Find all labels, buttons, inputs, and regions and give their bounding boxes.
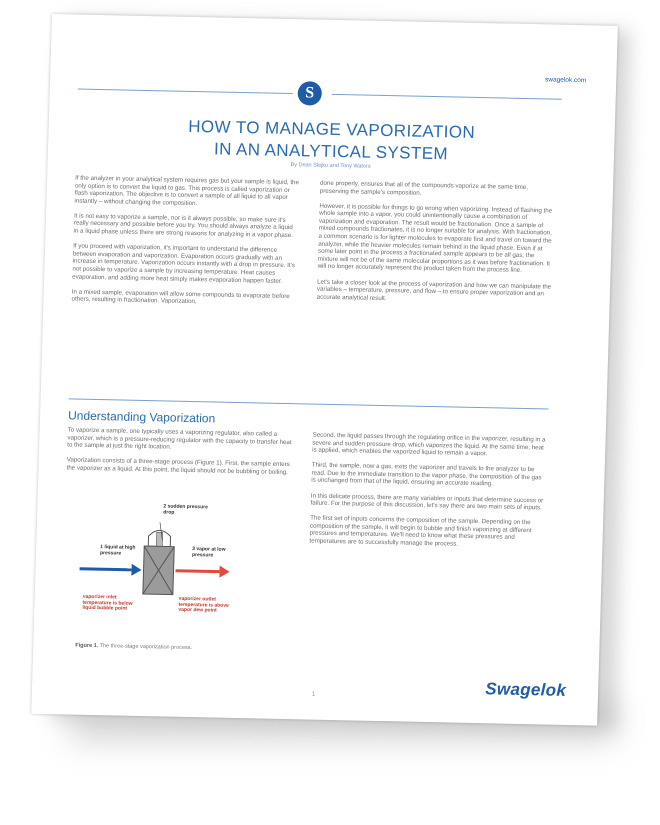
paragraph: The first set of inputs concerns the composition of the sample. Depending on the composition of the sample, it will begin to bubble and finish vaporizing at different pressures and temperatures. We'll need to know what these pressures and temperatures are to successfully manage the process. bbox=[309, 514, 532, 548]
paragraph: It is not easy to vaporize a sample, nor is it always possible, so make sure it's really necessary and possible before you try. You should always analyze a liquid in a liquid phase unless there are strong reasons for analyzing in a vapor phase. bbox=[73, 212, 294, 240]
byline: By Dean Slejko and Tony Waters bbox=[290, 162, 371, 170]
section-heading: Understanding Vaporization bbox=[67, 408, 216, 426]
paragraph: In this delicate process, there are many variables or inputs that determine success or failure. For the purpose of this discussion, let's say there are two main sets of inputs. bbox=[310, 492, 544, 512]
paragraph: Second, the liquid passes through the regulating orifice in the vaporizer, resulting in a severe and sudden pressure drop, which vaporizes the liquid. At the same time, heat is applied, which enables the vaporized liquid to remain a vapor. bbox=[312, 431, 546, 458]
paragraph: Let's take a closer look at the process of vaporization and how we can manipulate the variables – temperature, pressure, and flow – to ensure proper vaporization and an accurate analytical result. bbox=[316, 278, 552, 302]
label-liquid: 1 liquid at high pressure bbox=[99, 544, 136, 557]
vapor-flow-arrow bbox=[176, 571, 220, 572]
liquid-arrow-head bbox=[131, 564, 141, 576]
paragraph: In a mixed sample, evaporation will allow some compounds to evaporate before others, resulting in fractionation. Vaporization, bbox=[71, 288, 290, 306]
paragraph: Vaporization consists of a three-stage process (Figure 1). First, the sample enters the vaporizer as a liquid. At this point, the liquid should not be bubbling or boiling. bbox=[66, 456, 290, 476]
page-number: 1 bbox=[311, 691, 316, 698]
intro-column-right bbox=[316, 180, 555, 314]
figure-label: Figure 1. bbox=[75, 642, 99, 650]
section-column-left bbox=[66, 426, 293, 484]
vaporization-diagram bbox=[78, 505, 251, 624]
vapor-arrow-head bbox=[219, 566, 229, 578]
figure-caption bbox=[75, 643, 192, 651]
header-rule-left bbox=[78, 89, 293, 95]
label-outlet-temperature: vaporizer outlet temperature is above vapor dew point bbox=[178, 595, 229, 614]
paragraph: If you proceed with vaporization, it's important to understand the difference between evaporation and vaporization. Evaporation occurs gradually with an increase in temperature. Vaporization occurs instantly with a drop in pressure. It's not possible to vaporize a sample by increasing temperature. Heat causes evaporation, and adding more heat simply makes evaporation happen faster. bbox=[72, 242, 295, 285]
liquid-flow-arrow bbox=[80, 569, 132, 570]
paragraph: Third, the sample, now a gas, exits the vaporizer and travels to the analyzer to be read. Due to the immediate transition to the vapor phase, the composition of the gas is unchanged from that of the liquid, ensuring an accurate reading. bbox=[311, 461, 542, 488]
paragraph: To vaporize a sample, one typically uses a vaporizing regulator, also called a vaporizer, which is a pressure-reducing regulator with the capacity to transfer heat to the sample at just the right location. bbox=[67, 426, 292, 451]
label-inlet-temperature: vaporizer inlet temperature is below liquid bubble point bbox=[82, 593, 133, 612]
paragraph: If the analyzer in your analytical system requires gas but your sample is liquid, the only option is to convert the liquid to gas. This process is called vaporization or flash vaporization. The objective is to convert a sample of all liquid to all vapor instantly – without changing the composition. bbox=[74, 174, 300, 207]
paragraph: done properly, ensures that all of the compounds vaporize at the same time, preserving the sample's composition. bbox=[319, 179, 529, 197]
intro-column-left bbox=[71, 175, 300, 316]
swagelok-wordmark: Swagelok bbox=[485, 679, 567, 700]
figure-caption-text: The three-stage vaporization process. bbox=[99, 643, 193, 652]
header-rule-right bbox=[332, 94, 562, 100]
section-divider bbox=[69, 398, 549, 409]
paragraph: However, it is possible for things to go wrong when vaporizing. Instead of flashing the whole sample into a vapor, you could unintentionally cause a combination of vaporization and evaporation. The result would be fractionation. Once a sample of mixed compounds fractionates, it is no longer suitable for analysis. With fractionation, a common scenario is for lighter molecules to evaporate first and travel on toward the analyzer, while the heavier molecules remain behind in the liquid phase. Even if at some later point in the process a fractionated sample appears to be all gas, the mixture will not be of the same molecular proportions as it was before fractionation. It will no longer accurately represent the product taken from the process line. bbox=[317, 202, 553, 275]
page-title-line1: HOW TO MANAGE VAPORIZATION bbox=[188, 116, 476, 142]
label-vapor: 3 vapor at low pressure bbox=[191, 546, 226, 559]
document-page bbox=[31, 14, 618, 726]
header-url[interactable]: swagelok.com bbox=[544, 76, 587, 85]
label-pressure-drop: 2 sudden pressure drop bbox=[163, 503, 208, 516]
page-title-line2: IN AN ANALYTICAL SYSTEM bbox=[213, 139, 449, 164]
swagelok-logo-icon: S bbox=[297, 81, 322, 105]
section-column-right bbox=[309, 432, 548, 558]
